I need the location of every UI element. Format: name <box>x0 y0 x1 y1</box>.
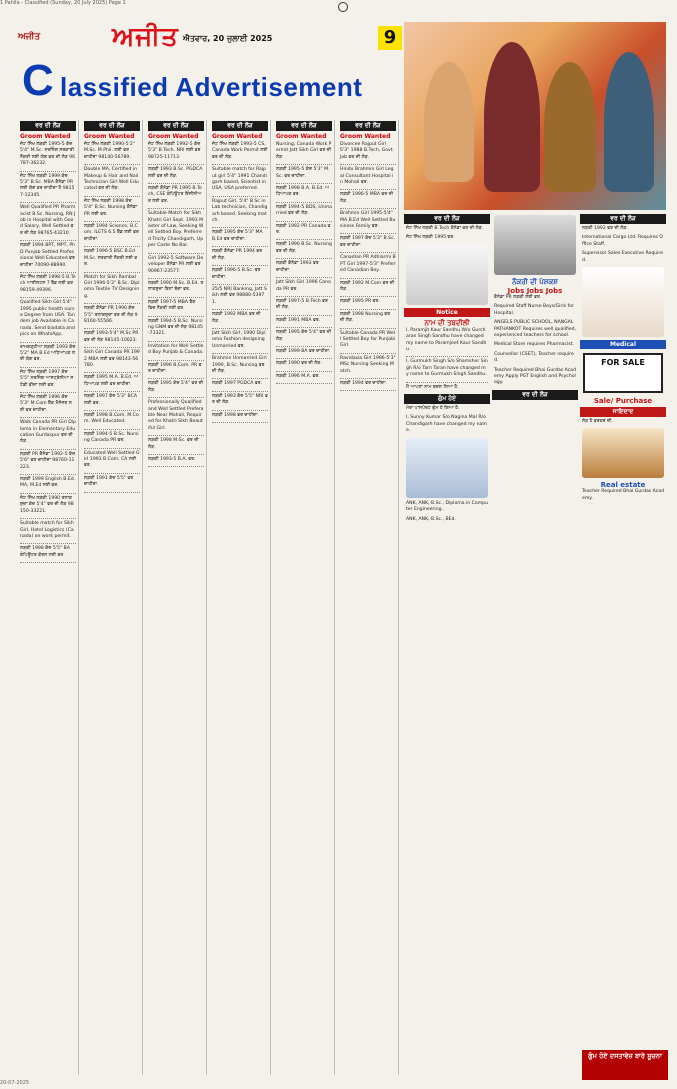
list-item: ਲੜਕੀ 1992 ਵਰ ਦੀ ਲੋੜ. <box>582 226 628 231</box>
divider <box>340 309 396 310</box>
list-item: ਲੜਕੀ 1993-5 B.A. ਵਰ. <box>148 457 196 463</box>
list-item: ਲੜਕੀ 1993 ਕੱਦ 5'5" NRI ਵਰ ਦੀ ਲੋੜ. <box>212 393 268 406</box>
woman-figure-icon <box>484 42 540 192</box>
list-item: ਲੜਕੀ PR ਕੈਨੇਡਾ 1992-5 ਕੱਦ 5'6" ਵਰ ਚਾਹੀਦਾ 98760-11223. <box>20 451 76 470</box>
list-item: ਲੜਕੀ 1993 B.Sc. PGDCA ਲਈ ਵਰ ਦੀ ਲੋੜ. <box>148 167 203 179</box>
divider <box>212 391 268 392</box>
divider <box>84 410 140 411</box>
list-item: ਲੜਕੀ 1995 ਕੱਦ 5'4" ਵਰ ਦੀ ਲੋੜ. <box>148 381 204 393</box>
registration-mark-icon <box>338 2 348 12</box>
list-item: ਲੜਕੀ 1998 B.A. B.Ed. ਅਧਿਆਪਕ ਵਰ. <box>276 186 330 198</box>
column-subhead: Groom Wanted <box>340 133 391 140</box>
right-column-2 <box>492 212 578 1082</box>
list-item: ਕੈਨੇਡਾ PR ਲੜਕੀ ਲਈ ਵਰ. <box>494 295 542 300</box>
list-item: Teacher Required Bhai Gurdas Academy Apply PGT English and Psychology. <box>494 367 576 386</box>
list-item: Qualified Sikh Girl 5'4" 1995 public health nurse Degree from USA. Tandem job Available in Canada. Send biodata and pics on WhatsApp. <box>20 300 75 338</box>
list-item: ਲੜਕੀ 1992 M.Com ਵਰ ਦੀ ਲੋੜ. <box>340 280 395 292</box>
list-item: Counsellor (CSET), Teacher required. <box>494 351 574 364</box>
divider <box>340 278 396 279</box>
list-item: ਲੜਕੀ 1998 M.Sc. ਵਰ ਦੀ ਲੋੜ. <box>148 438 199 450</box>
column-head: ਵਰ ਦੀ ਲੋੜ <box>20 121 76 131</box>
list-item: I, Paramjit Kaur Sandhu W/o Gurcharan Singh Sandhu have changed my name to Paramjeet Kaur Sandhu. <box>406 327 487 353</box>
divider <box>276 183 332 184</box>
list-item: ਲੜਕੀ 1997-5 MBA ਬੈਂਕ ਵਿਚ ਨੌਕਰੀ ਲਈ ਵਰ. <box>148 299 196 312</box>
list-item: ਲੜਕੀ 1994 Science, B.Com. ILETS 6.5 ਬੈਂਡ ਲਈ ਵਰ ਚਾਹੀਦਾ. <box>84 224 139 242</box>
list-item: ਲੜਕੀ 1997 ਕੱਦ 5'3" B.Sc. ਵਰ ਚਾਹੀਦਾ. <box>340 236 396 248</box>
medical-label: Medical <box>580 340 666 349</box>
divider <box>84 246 140 247</box>
divider <box>276 239 332 240</box>
dateline: ਐਤਵਾਰ, 20 ਜੁਲਾਈ 2025 <box>183 34 273 43</box>
list-item: ਲੜਕੀ 1994 ਵਰ ਚਾਹੀਦਾ. <box>340 380 387 386</box>
divider <box>148 435 204 436</box>
classified-column <box>274 120 335 1075</box>
bottom-notice-box: ਗੁੰਮ ਹੋਏ ਦਸਤਾਵੇਜ਼ ਬਾਰੇ ਸੂਚਨਾ <box>582 1050 668 1080</box>
list-item: I, Gurmukh Singh S/o Shamsher Singh R/o Tarn Taran have changed my name to Gurmukh Singh Sandhu. <box>406 359 488 378</box>
real-estate-label: Real estate <box>600 481 646 490</box>
divider <box>340 378 396 379</box>
list-item: ਲੜਕੀ 1996-5 B.Sc. ਵਰ ਚਾਹੀਦਾ. <box>212 268 261 280</box>
divider <box>148 316 204 317</box>
divider <box>406 356 488 357</box>
divider <box>212 196 268 197</box>
masthead <box>18 24 403 124</box>
column-subhead: Groom Wanted <box>20 133 71 140</box>
list-item: ਲੜਕੀ 1996 M.A. ਵਰ. <box>276 373 320 379</box>
list-item: Walk Canada PR Girl Diploma in Elementary Education Gurdaspur ਵਰ ਦੀ ਲੋੜ. <box>20 420 77 445</box>
list-item: ਲੜਕੀ ਕੈਨੇਡਾ PR 1994 ਵਰ ਦੀ ਲੋੜ. <box>212 249 263 261</box>
list-item: ਜੱਟ ਸਿੱਖ ਲੜਕੀ 1990 ਤਲਾਕਸ਼ੁਦਾ ਕੱਦ 5'4" ਵਰ ਦੀ ਲੋੜ 98150-33221. <box>20 495 74 514</box>
divider <box>20 171 76 172</box>
list-item: ਲੜਕੀ 1994-5 B.Sc. Nursing Canada PR ਵਰ. <box>84 431 139 444</box>
list-item: Suitable match for Rajput girl 5'4" 1991 Chandigarh based, Scientist in USA. USA preferred. <box>212 167 267 192</box>
column-head: ਵਰ ਦੀ ਲੋੜ <box>84 121 140 131</box>
divider <box>84 272 140 273</box>
list-item: ਜੱਟ ਸਿੱਖ ਲੜਕੀ 1990-5'2" M.Sc. M.Phil. ਲਈ ਵਰ ਚਾਹੀਦਾ 98140-56789. <box>84 142 135 160</box>
list-item: Divorcee Rajput Girl 5'3" 1988 B.Tech, Govt. Job ਵਰ ਦੀ ਲੋੜ. <box>340 142 395 160</box>
divider <box>20 543 76 544</box>
divider <box>84 473 140 474</box>
list-item: ANK, ANK, B.Sc., BEd. <box>406 516 456 522</box>
list-item: ਲੜਕੀ 1991 MBA ਵਰ. <box>276 317 321 323</box>
list-item: ਲੜਕੀ 1995 ਕੱਦ 5'3" MA B.Ed ਵਰ ਚਾਹੀਦਾ. <box>212 230 263 242</box>
divider <box>340 208 396 209</box>
list-item: ਰਾਮਗੜ੍ਹੀਆ ਲੜਕੀ 1993 ਕੱਦ 5'2" MA B.Ed ਅਧਿਆਪਕ ਲਈ ਯੋਗ ਵਰ. <box>20 344 76 363</box>
classified-column <box>338 120 399 1075</box>
list-item: ਜੱਟ ਸਿੱਖ ਲੜਕੀ 1992-5 ਕੱਦ 5'3" B.Tech. NRI ਲਈ ਵਰ 98725-11713. <box>148 142 201 160</box>
list-item: ਲੜਕੀ 1998 ਕੱਦ 5'5" BA ਕੰਪਿਊਟਰ ਕੋਰਸ ਲਈ ਵਰ. <box>20 546 70 558</box>
divider <box>84 303 140 304</box>
bottom-label: ਵਰ ਦੀ ਲੋੜ <box>492 390 578 400</box>
list-item: ਲੜਕੀ 1997 PGDCA ਵਰ. <box>212 381 263 387</box>
list-item: ਲੜਕੀ 1996 B.Com. PR ਵਰ ਚਾਹੀਦਾ. <box>148 362 202 374</box>
sale-purchase-label: Sale/ Purchase <box>593 397 653 406</box>
divider <box>276 277 332 278</box>
list-item: Professionally Qualified and Well Settled Preferable Near Mohali, Required for Khatri Sikh Beautiful Girl. <box>148 400 204 431</box>
property-label: ਜਾਇਦਾਦ <box>580 407 666 417</box>
divider <box>276 296 332 297</box>
divider <box>276 358 332 359</box>
woman-figure-icon <box>544 62 596 192</box>
divider <box>212 265 268 266</box>
list-item: ਜੱਟ ਸਿੱਖ ਲੜਕੀ 1995-5 ਕੱਦ 5'4" M.Sc. ਨਰਸਿੰਗ ਸਰਕਾਰੀ ਨੌਕਰੀ ਲਈ ਯੋਗ ਵਰ ਦੀ ਲੋੜ 96787-36232. <box>20 142 76 167</box>
list-item: Sikh Girl Canada PR 1992 MBA ਲਈ ਵਰ 98143-56780. <box>84 350 140 368</box>
banner-title: lassified Advertisement <box>60 72 363 102</box>
house-icon <box>582 428 664 478</box>
list-item: ਲੜਕੀ 1992 MBA ਵਰ ਦੀ ਲੋੜ. <box>212 312 261 324</box>
list-item: ANGELS PUBLIC SCHOOL, NANGAL PATHANKOT Requires well qualified, experienced teachers for school. <box>494 320 577 339</box>
print-slug-line: 1 Pahila - Classified (Sunday, 20 July 2025) Page 1 <box>0 0 126 6</box>
list-item: ਲੜਕੀ 1996 B.Sc. Nursing ਵਰ ਦੀ ਲੋੜ. <box>276 242 332 254</box>
divider <box>276 202 332 203</box>
list-item: Ravidasia Girl 1996-5'3" MSc Nursing Seeking Match. <box>340 355 396 374</box>
divider <box>84 429 140 430</box>
divider <box>20 240 76 241</box>
column-subhead: Groom Wanted <box>212 133 263 140</box>
notice-title: Notice <box>404 308 490 317</box>
list-item: Required Staff Nurse Boys/Girls for Hospital. <box>494 304 574 316</box>
divider <box>148 454 204 455</box>
list-item: Medical Store requires Pharmacist. <box>494 342 574 348</box>
list-item: Double MA, Certified in Makeup & Hair and Nail Technician Girl Well Educated ਵਰ ਦੀ ਲੋੜ. <box>84 167 139 192</box>
list-item: ਮੇਰਾ ਪਾਸਪੋਰਟ ਗੁੰਮ ਹੋ ਗਿਆ ਹੈ. <box>406 406 460 412</box>
list-item: Girl 1992-5 Software Developer ਕੈਨੇਡਾ PR ਲਈ ਵਰ 90967-23577. <box>148 255 204 274</box>
list-item: ਲੜਕੀ 1998 ਵਰ ਚਾਹੀਦਾ. <box>212 412 259 418</box>
divider <box>20 392 76 393</box>
for-sale-sign-icon: FOR SALE <box>583 353 663 393</box>
divider <box>148 278 204 279</box>
right-column-1 <box>404 212 490 1082</box>
divider <box>340 353 396 354</box>
list-item: I, Sunny Kumar S/o Nagina Mal R/o Chandigarh have changed my name. <box>406 415 487 434</box>
divider <box>84 196 140 197</box>
list-item: ਲੜਕੀ 1996-5 BSC B.Ed M.Sc. ਸਰਕਾਰੀ ਨੌਕਰੀ ਲਈ ਵਰ. <box>84 249 138 268</box>
divider <box>340 296 396 297</box>
divider <box>84 347 140 348</box>
list-item: ਲੜਕੀ 1990 ਵਰ ਦੀ ਲੋੜ. <box>276 361 322 367</box>
list-item: ਲੜਕੀ 1992 PR Canada ਵਰ. <box>276 223 331 236</box>
list-item: ਲੜਕੀ 1997 ਕੱਦ 5'3" BCA ਲਈ ਵਰ. <box>84 394 137 406</box>
divider <box>20 202 76 203</box>
doctor-icon <box>582 267 664 337</box>
list-item: International Cargo Ltd. Requires Office Staff. <box>582 235 663 247</box>
hero-illustration <box>404 22 666 210</box>
column-subhead: Groom Wanted <box>148 133 199 140</box>
group-photo-icon <box>406 438 488 498</box>
right-col1-head: ਵਰ ਦੀ ਲੋੜ <box>404 214 490 224</box>
jobs-sub-label: Jobs Jobs Jobs <box>507 287 563 295</box>
list-item: Hindu Brahmin Girl Legal Consultant Hospital in Mohali ਵਰ. <box>340 167 394 186</box>
divider <box>20 518 76 519</box>
classified-columns <box>18 120 403 1075</box>
list-item: Rajput Girl, 5'4" B.Sc in Lab technician, Chandigarh based. Seeking match. <box>212 198 268 224</box>
list-item: ਲੜਕੀ 1994-5 B.Sc. Nursing GNM ਵਰ ਦੀ ਲੋੜ 98145-73321. <box>148 318 203 337</box>
divider <box>276 164 332 165</box>
list-item: ਜੱਟ ਸਿੱਖ ਲੜਕੀ 1999 ਕੱਦ 5'3" B.Sc. MBA ਕੈਨੇਡਾ PR ਲਈ ਯੋਗ ਵਰ ਚਾਹੀਦਾ ਹੈ 98157-12345. <box>20 173 75 198</box>
column-head: ਵਰ ਦੀ ਲੋੜ <box>276 121 332 131</box>
right-column-3 <box>580 212 666 1082</box>
divider <box>84 492 140 493</box>
list-item: ਲੜਕੀ 1995 ਕੱਦ 5'4" ਵਰ ਦੀ ਲੋੜ. <box>276 330 332 342</box>
divider <box>212 353 268 354</box>
list-item: ਲੜਕੀ 1995-5 ਕੱਦ 5'3" M.Sc. ਵਰ ਚਾਹੀਦਾ. <box>276 167 330 179</box>
list-item: Teacher Required Bhai Gurdas Academy. <box>582 489 664 501</box>
list-item: ਲੜਕੀ ਕੈਨੇਡਾ PR 1995 B.Tech, CSE ਕੰਪਿਊਟਰ ਇੰਜੀਨੀਅਰ ਲਈ ਵਰ. <box>148 186 202 204</box>
divider <box>148 183 204 184</box>
divider <box>276 315 332 316</box>
divider <box>212 284 268 285</box>
divider <box>148 397 204 398</box>
divider <box>212 246 268 247</box>
list-item: ਜੱਟ ਸਿੱਖ ਲੜਕੀ 1998 ਕੱਦ 5'4" B.Sc. Nursing ਕੈਨੇਡਾ PR ਲਈ ਵਰ. <box>84 198 138 217</box>
divider <box>276 346 332 347</box>
classified-column <box>146 120 207 1075</box>
list-item: ਲੜਕੀ 1990 M.Sc. B.Ed. ਤਲਾਕਸ਼ੁਦਾ ਬਿਨਾਂ ਬੱਚਾ ਵਰ. <box>148 280 204 293</box>
right-col3-head: ਵਰ ਦੀ ਲੋੜ <box>580 214 666 224</box>
classified-column <box>82 120 143 1075</box>
divider <box>84 164 140 165</box>
list-item: Match for Sikh Rambal Girl 1996-5'3" B.Sc. Diploma Textile TV Designing. <box>84 274 140 299</box>
divider <box>20 449 76 450</box>
list-item: ਲੜਕੀ 1999 BA ਵਰ ਚਾਹੀਦਾ. <box>276 348 331 354</box>
list-item: Jatt Sikh Girl 1996 Canada PR ਵਰ. <box>276 280 331 292</box>
divider <box>276 221 332 222</box>
banner-initial: C <box>22 56 54 105</box>
list-item: Invitation for Well Settled Boy Punjab & Canada. <box>148 343 204 356</box>
woman-figure-icon <box>424 62 474 182</box>
lost-title: ਗੁੰਮ ਹੋਏ <box>404 394 490 404</box>
section-banner <box>18 56 403 120</box>
list-item: Suitable Canada PR Well Settled Boy for Punjabi Girl. <box>340 330 396 349</box>
divider <box>340 390 396 391</box>
brand-label: ਅਜੀਤ <box>18 32 41 42</box>
divider <box>276 258 332 259</box>
divider <box>84 221 140 222</box>
column-subhead: Groom Wanted <box>276 133 327 140</box>
list-item: ਲੜਕੀ 1998 Nursing ਵਰ ਦੀ ਲੋੜ. <box>340 311 391 324</box>
woman-figure-icon <box>604 52 654 192</box>
jobs-label: ਨੌਕਰੀ ਦੀ ਪੇਸ਼ਕਸ਼ <box>512 278 558 286</box>
divider <box>340 252 396 253</box>
divider <box>84 448 140 449</box>
column-head: ਵਰ ਦੀ ਲੋੜ <box>212 121 268 131</box>
footer-line: 20-07-2025 <box>0 1080 30 1086</box>
divider <box>212 328 268 329</box>
list-item: Suitable match for Sikh Girl, Hotel Logistics (Canada) on work permit. <box>20 521 74 539</box>
list-item: Suitable Match for Sikh Khatri Girl Sept. 1993 Master of Law, Seeking Well Settled Boy. Preferred Tricity Chandigarh, Upper Caste No Bar. <box>148 211 204 249</box>
list-item: 25/5 NRI Banking, Jatt Sikh ਲਈ ਵਰ 98880-53971. <box>212 286 267 305</box>
divider <box>148 297 204 298</box>
column-head: ਵਰ ਦੀ ਲੋੜ <box>148 121 204 131</box>
list-item: ਜੱਟ ਸਿੱਖ ਲੜਕੀ 1995 ਵਰ. <box>406 235 455 241</box>
list-item: ਲੜਕੀ 1998 B.Com. M.Com. Well Educated. <box>84 413 139 425</box>
list-item: ਜੱਟ ਸਿੱਖ ਲੜਕੀ B.Tech ਕੈਨੇਡਾ ਵਰ ਦੀ ਲੋੜ. <box>406 226 484 231</box>
list-item: ਲੜਕੀ 1995 M.A. B.Ed. ਅਧਿਆਪਕ ਲਈ ਵਰ ਚਾਹੀਦਾ. <box>84 375 138 387</box>
newspaper-logo: ਅਜੀਤ <box>112 22 179 52</box>
page-number: 9 <box>378 26 402 50</box>
classified-column <box>210 120 271 1075</box>
list-item: ਲੜਕੀ ਕੈਨੇਡਾ 1993 ਵਰ ਚਾਹੀਦਾ. <box>276 261 319 273</box>
divider <box>20 562 76 563</box>
list-item: ANK, ANK, B.Sc., Diploma in Computer Engineering. <box>406 500 488 513</box>
divider <box>84 391 140 392</box>
list-item: Well Qualified PR Pharmacist B.Sc. Nursing, RN Job in Hospital with Good Salary, Well Settled ਵਰ ਦੀ ਲੋੜ 98765-43210. <box>20 205 76 236</box>
list-item: Brahmin Unmarried Girl 1990, B.Sc. Nursing ਵਰ ਦੀ ਲੋੜ. <box>212 356 267 374</box>
masthead-row <box>18 24 403 54</box>
list-item: ਜੱਟ ਸਿੱਖ ਲੜਕੀ 1996 ਕੱਦ 5'3" M.Com ਬੈਂਕ ਮੈਨੇਜਰ ਲਈ ਵਰ ਚਾਹੀਦਾ. <box>20 395 72 413</box>
divider <box>212 164 268 165</box>
divider <box>212 422 268 423</box>
divider <box>340 164 396 165</box>
divider <box>20 367 76 368</box>
list-item: ਮੈਂ ਆਪਣਾ ਨਾਮ ਬਦਲ ਲਿਆ ਹੈ. <box>406 384 459 390</box>
list-item: ਜੱਟ ਸਿੱਖ ਲੜਕੀ 1997 ਕੱਦ 5'5" ਨਰਸਿੰਗ ਆਸਟ੍ਰੇਲੀਆ ਸਟੱਡੀ ਵੀਜ਼ਾ ਲਈ ਵਰ. <box>20 369 74 388</box>
list-item: ਲੜਕੀ 1993-5'4" M.Sc PR ਵਰ ਦੀ ਲੋੜ 98145-10023. <box>84 331 139 343</box>
divider <box>20 297 76 298</box>
divider <box>148 341 204 342</box>
divider <box>212 378 268 379</box>
megaphone-icon <box>406 245 488 305</box>
divider <box>84 328 140 329</box>
list-item: ਲੜਕੀ 1994-5 BDS, Unmarried ਵਰ ਦੀ ਲੋੜ. <box>276 204 332 217</box>
divider <box>148 360 204 361</box>
divider <box>20 272 76 273</box>
divider <box>148 253 204 254</box>
classified-column <box>18 120 79 1075</box>
divider <box>340 189 396 190</box>
list-item: ਲੜਕੀ 1997-5 B.Tech ਵਰ ਦੀ ਲੋੜ. <box>276 298 328 311</box>
divider <box>148 378 204 379</box>
list-item: ਲੜਕੀ 1999 English B.Ed. MA, M.Ed ਲਈ ਵਰ. <box>20 477 76 489</box>
divider <box>84 372 140 373</box>
divider <box>276 383 332 384</box>
divider <box>340 328 396 329</box>
divider <box>148 164 204 165</box>
divider <box>212 227 268 228</box>
list-item: Jatt Sikh Girl, 1990 Diploma Fashion designing Unmarried ਵਰ. <box>212 330 266 349</box>
divider <box>212 309 268 310</box>
divider <box>276 327 332 328</box>
list-item: Supervisor Sales Executive Required. <box>582 251 664 263</box>
list-item: Brahmin Girl 1995-5'4" MA B.Ed Well Settled Business Family ਵਰ. <box>340 211 396 230</box>
list-item: Educated Well Settled Girl 1993 B.Com. CA ਲਈ ਵਰ. <box>84 450 140 469</box>
list-item: Nursing, Canada Work Permit Jatt Sikh Girl ਵਰ ਦੀ ਲੋੜ. <box>276 142 332 160</box>
list-item: ਜੱਟ ਸਿੱਖ ਲੜਕੀ 1998-5 B.Tech ਆਈਲਟਸ 7 ਬੈਂਡ ਲਈ ਵਰ 98159-49396. <box>20 274 76 293</box>
divider <box>20 342 76 343</box>
list-item: Canadian PR Adhiarmi BPT Girl 1997-5'3" Preferred Canadian Boy. <box>340 255 396 274</box>
right-classified-area <box>404 212 666 1082</box>
divider <box>20 474 76 475</box>
divider <box>276 371 332 372</box>
list-item: ਲੜਕੀ 1995 PR ਵਰ. <box>340 299 380 305</box>
column-head: ਵਰ ਦੀ ਲੋੜ <box>340 121 396 131</box>
list-item: ਜੱਟ ਸਿੱਖ ਲੜਕੀ 1993-5 CS, Canada Work Permit ਲਈ ਵਰ ਦੀ ਲੋੜ. <box>212 142 268 160</box>
column-subhead: Groom Wanted <box>84 133 135 140</box>
divider <box>148 208 204 209</box>
notice-subtitle: ਨਾਮ ਦੀ ਤਬਦੀਲੀ <box>424 318 470 327</box>
list-item: ਲੜਕੀ 1994 BPT, MPT, PhD Punjab Settled Professional Well Educated ਵਰ ਚਾਹੀਦਾ 70090-88990. <box>20 243 76 268</box>
businessman-icon <box>494 215 576 275</box>
divider <box>148 466 204 467</box>
list-item: ਲੜਕੀ 1991 ਕੱਦ 5'5" ਵਰ ਚਾਹੀਦਾ. <box>84 475 134 488</box>
divider <box>20 417 76 418</box>
divider <box>212 410 268 411</box>
list-item: ਲੜਕੀ ਕੈਨੇਡਾ PR 1990 ਕੱਦ 5'5" ਤਲਾਕਸ਼ੁਦਾ ਵਰ ਦੀ ਲੋੜ 98160-55566. <box>84 306 138 324</box>
divider <box>20 493 76 494</box>
list-item: ਲੜਕੀ 1996-5 MBA ਵਰ ਦੀ ਲੋੜ. <box>340 192 394 204</box>
divider <box>340 233 396 234</box>
list-item: ਲੋੜ ਹੈ ਵਰਕਰ ਦੀ. <box>582 419 613 425</box>
divider <box>406 382 488 383</box>
